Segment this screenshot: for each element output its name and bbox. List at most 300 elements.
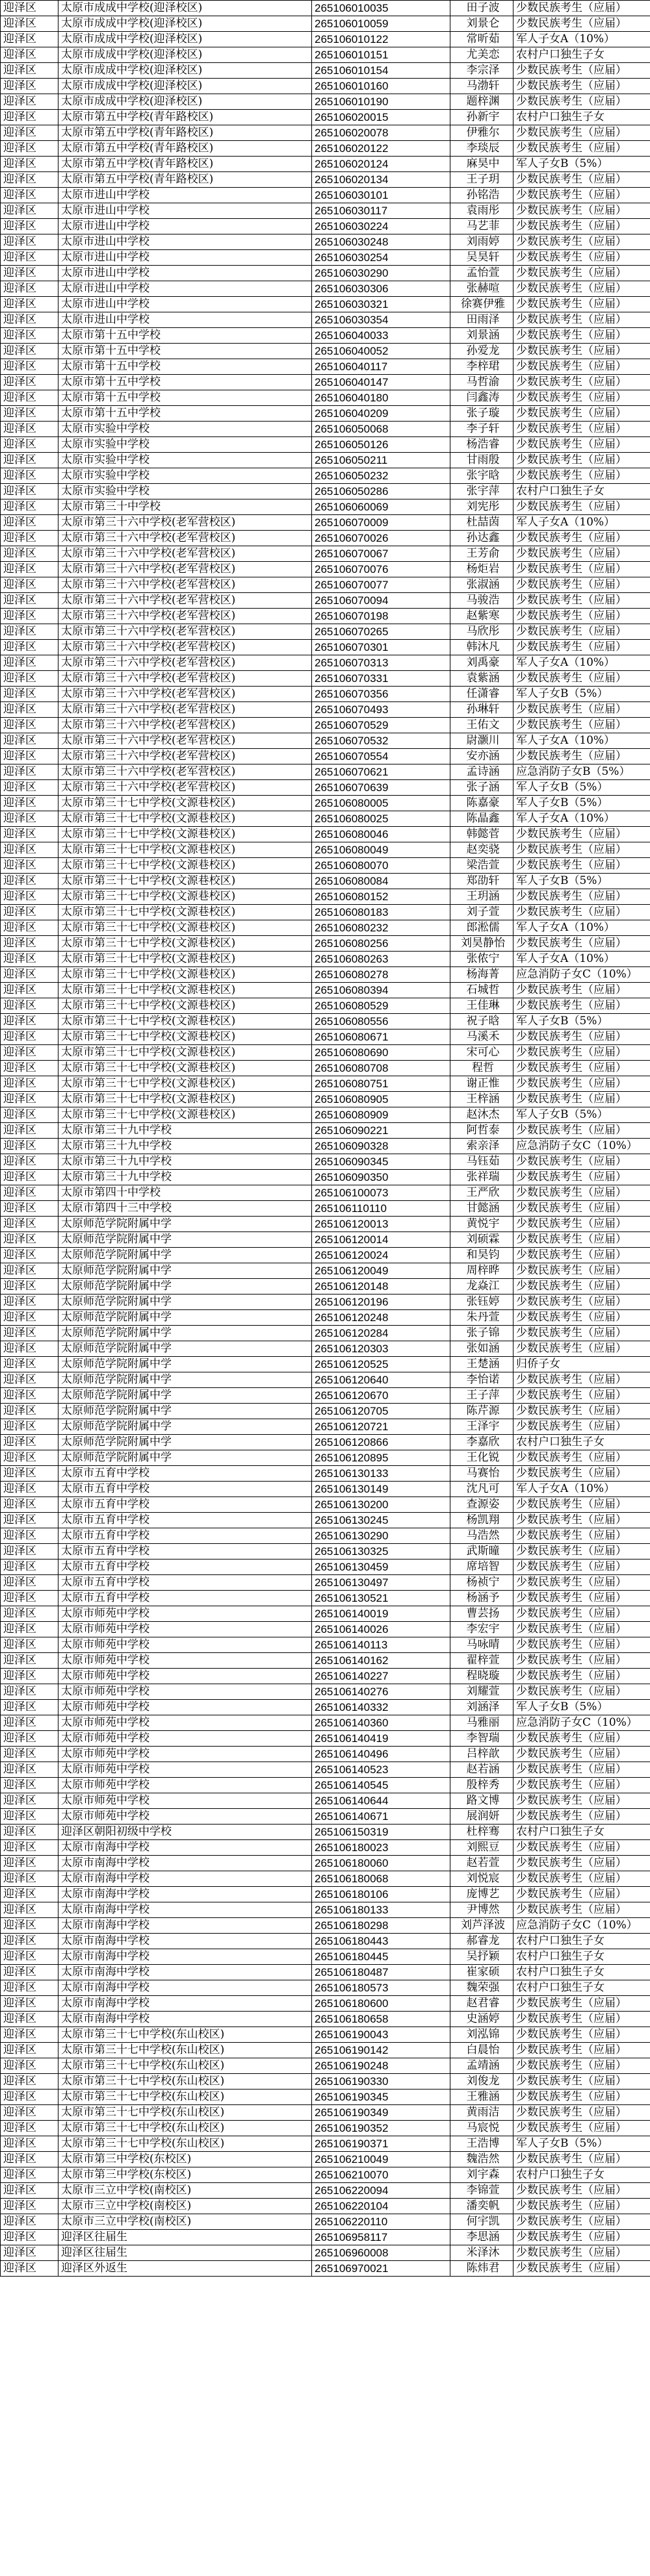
table-row [1, 1934, 650, 1949]
category-cell: 少数民族考生（应届） [514, 2199, 650, 2214]
student-name-cell: 杜喆茵 [450, 515, 514, 531]
school-cell: 太原市第三十七中学校(文源巷校区) [58, 1045, 312, 1061]
table-row [1, 1684, 650, 1700]
student-name-cell: 杨炬岩 [450, 562, 514, 577]
category-cell: 少数民族考生（应届） [514, 1185, 650, 1201]
school-cell: 太原市第三十七中学校(文源巷校区) [58, 1107, 312, 1123]
table-row [1, 499, 650, 515]
category-cell: 少数民族考生（应届） [514, 344, 650, 359]
exam-number-cell: 265106080256 [312, 936, 450, 952]
exam-number-cell: 265106120248 [312, 1310, 450, 1326]
category-cell: 少数民族考生（应届） [514, 2058, 650, 2074]
student-name-cell: 马钰茹 [450, 1154, 514, 1170]
student-name-cell: 刘子萱 [450, 905, 514, 920]
table-row [1, 281, 650, 297]
school-cell: 太原市五育中学校 [58, 1575, 312, 1591]
district-cell: 迎泽区 [1, 1372, 58, 1388]
district-cell: 迎泽区 [1, 936, 58, 952]
school-cell: 太原师范学院附属中学 [58, 1341, 312, 1357]
district-cell: 迎泽区 [1, 1497, 58, 1513]
district-cell: 迎泽区 [1, 1388, 58, 1404]
table-row [1, 1747, 650, 1762]
district-cell: 迎泽区 [1, 1435, 58, 1450]
exam-number-cell: 265106080046 [312, 827, 450, 842]
exam-number-cell: 265106120024 [312, 1248, 450, 1263]
student-name-cell: 刘耀萱 [450, 1684, 514, 1700]
student-name-cell: 宋可心 [450, 1045, 514, 1061]
student-name-cell: 李锦萱 [450, 2183, 514, 2199]
district-cell: 迎泽区 [1, 1591, 58, 1606]
exam-number-cell: 265106080005 [312, 796, 450, 811]
district-cell: 迎泽区 [1, 297, 58, 312]
table-row [1, 811, 650, 827]
exam-number-cell: 265106180023 [312, 1840, 450, 1856]
category-cell: 少数民族考生（应届） [514, 468, 650, 484]
table-row [1, 422, 650, 437]
table-row [1, 141, 650, 157]
category-cell: 少数民族考生（应届） [514, 1497, 650, 1513]
district-cell: 迎泽区 [1, 1045, 58, 1061]
student-name-cell: 赵若涵 [450, 1762, 514, 1778]
table-row [1, 858, 650, 874]
district-cell: 迎泽区 [1, 1528, 58, 1544]
student-name-cell: 陈晶鑫 [450, 811, 514, 827]
school-cell: 太原市第三十七中学校(东山校区) [58, 2074, 312, 2090]
category-cell: 少数民族考生（应届） [514, 2105, 650, 2121]
school-cell: 太原市五育中学校 [58, 1559, 312, 1575]
exam-number-cell: 265106180133 [312, 1902, 450, 1918]
category-cell: 少数民族考生（应届） [514, 1622, 650, 1637]
school-cell: 太原市第三十七中学校(东山校区) [58, 2058, 312, 2074]
table-row [1, 546, 650, 562]
school-cell: 太原市第三十七中学校(文源巷校区) [58, 1092, 312, 1107]
student-name-cell: 魏荣强 [450, 1980, 514, 1996]
exam-number-cell: 265106220094 [312, 2183, 450, 2199]
district-cell: 迎泽区 [1, 422, 58, 437]
category-cell: 少数民族考生（应届） [514, 328, 650, 344]
district-cell: 迎泽区 [1, 2152, 58, 2167]
district-cell: 迎泽区 [1, 1575, 58, 1591]
school-cell: 太原市南海中学校 [58, 1980, 312, 1996]
district-cell: 迎泽区 [1, 1887, 58, 1902]
exam-number-cell: 265106120148 [312, 1279, 450, 1294]
district-cell: 迎泽区 [1, 2043, 58, 2058]
student-name-cell: 王楚涵 [450, 1357, 514, 1372]
student-name-cell: 马宸悦 [450, 2121, 514, 2136]
exam-number-cell: 265106070301 [312, 640, 450, 655]
student-name-cell: 马赛怡 [450, 1466, 514, 1482]
district-cell: 迎泽区 [1, 1965, 58, 1980]
category-cell: 少数民族考生（应届） [514, 281, 650, 297]
student-name-cell: 杜梓骞 [450, 1825, 514, 1840]
exam-number-cell: 265106180487 [312, 1965, 450, 1980]
exam-number-cell: 265106080278 [312, 967, 450, 983]
exam-number-cell: 265106070077 [312, 577, 450, 593]
school-cell: 太原市进山中学校 [58, 281, 312, 297]
school-cell: 太原市五育中学校 [58, 1513, 312, 1528]
student-name-cell: 梁浩萱 [450, 858, 514, 874]
exam-number-cell: 265106130521 [312, 1591, 450, 1606]
student-name-cell: 马骏浩 [450, 593, 514, 609]
district-cell: 迎泽区 [1, 1263, 58, 1279]
table-row [1, 562, 650, 577]
student-name-cell: 刘景涵 [450, 328, 514, 344]
district-cell: 迎泽区 [1, 858, 58, 874]
student-name-cell: 田雨泽 [450, 312, 514, 328]
table-row [1, 796, 650, 811]
category-cell: 少数民族考生（应届） [514, 2012, 650, 2027]
district-cell: 迎泽区 [1, 796, 58, 811]
district-cell: 迎泽区 [1, 63, 58, 79]
table-row [1, 375, 650, 390]
table-row [1, 702, 650, 718]
exam-number-cell: 265106070639 [312, 780, 450, 796]
student-name-cell: 杨祯宁 [450, 1575, 514, 1591]
district-cell: 迎泽区 [1, 1, 58, 16]
table-row [1, 2136, 650, 2152]
exam-number-cell: 265106130200 [312, 1497, 450, 1513]
district-cell: 迎泽区 [1, 281, 58, 297]
school-cell: 太原师范学院附属中学 [58, 1248, 312, 1263]
district-cell: 迎泽区 [1, 1092, 58, 1107]
exam-number-cell: 265106140523 [312, 1762, 450, 1778]
category-cell: 少数民族考生（应届） [514, 1871, 650, 1887]
student-name-cell: 王佳琳 [450, 998, 514, 1014]
school-cell: 太原市五育中学校 [58, 1466, 312, 1482]
table-row [1, 1653, 650, 1669]
school-cell: 太原市第三十七中学校(东山校区) [58, 2043, 312, 2058]
category-cell: 少数民族考生（应届） [514, 1, 650, 16]
category-cell: 少数民族考生（应届） [514, 1217, 650, 1232]
school-cell: 太原市进山中学校 [58, 266, 312, 281]
school-cell: 太原市第十五中学校 [58, 328, 312, 344]
table-row [1, 328, 650, 344]
school-cell: 太原市师苑中学校 [58, 1715, 312, 1731]
exam-number-cell: 265106070621 [312, 764, 450, 780]
school-cell: 太原师范学院附属中学 [58, 1450, 312, 1466]
district-cell: 迎泽区 [1, 967, 58, 983]
district-cell: 迎泽区 [1, 328, 58, 344]
student-name-cell: 刘俊龙 [450, 2074, 514, 2090]
student-name-cell: 张祥瑞 [450, 1170, 514, 1185]
category-cell: 少数民族考生（应届） [514, 1123, 650, 1139]
category-cell: 少数民族考生（应届） [514, 1809, 650, 1825]
table-row [1, 1185, 650, 1201]
district-cell: 迎泽区 [1, 733, 58, 749]
district-cell: 迎泽区 [1, 2058, 58, 2074]
category-cell: 少数民族考生（应届） [514, 1294, 650, 1310]
exam-number-cell: 265106190043 [312, 2027, 450, 2043]
student-name-cell: 刘涵泽 [450, 1700, 514, 1715]
district-cell: 迎泽区 [1, 1466, 58, 1482]
district-cell: 迎泽区 [1, 609, 58, 624]
exam-number-cell: 265106020122 [312, 141, 450, 157]
exam-number-cell: 265106080152 [312, 889, 450, 905]
exam-number-cell: 265106140026 [312, 1622, 450, 1637]
category-cell: 少数民族考生（应届） [514, 422, 650, 437]
district-cell: 迎泽区 [1, 79, 58, 94]
category-cell: 军人子女A（10%） [514, 733, 650, 749]
category-cell: 少数民族考生（应届） [514, 1263, 650, 1279]
student-name-cell: 徐赛伊雅 [450, 297, 514, 312]
category-cell: 农村户口独生子女 [514, 1949, 650, 1965]
category-cell: 少数民族考生（应届） [514, 234, 650, 250]
student-name-cell: 甘懿涵 [450, 1201, 514, 1217]
category-cell: 少数民族考生（应届） [514, 2152, 650, 2167]
student-name-cell: 张赫喧 [450, 281, 514, 297]
student-name-cell: 石城哲 [450, 983, 514, 998]
category-cell: 少数民族考生（应届） [514, 2027, 650, 2043]
table-row [1, 1123, 650, 1139]
school-cell: 太原市南海中学校 [58, 1856, 312, 1871]
school-cell: 太原师范学院附属中学 [58, 1310, 312, 1326]
exam-number-cell: 265106100073 [312, 1185, 450, 1201]
district-cell: 迎泽区 [1, 640, 58, 655]
category-cell: 军人子女B（5%） [514, 2136, 650, 2152]
student-name-cell: 吕梓歆 [450, 1747, 514, 1762]
student-name-cell: 赵若萱 [450, 1856, 514, 1871]
district-cell: 迎泽区 [1, 2121, 58, 2136]
table-body [1, 1, 650, 2277]
district-cell: 迎泽区 [1, 1809, 58, 1825]
student-name-cell: 潘奕帆 [450, 2199, 514, 2214]
table-row [1, 1217, 650, 1232]
student-name-cell: 吴抒颖 [450, 1949, 514, 1965]
district-cell: 迎泽区 [1, 1934, 58, 1949]
category-cell: 农村户口独生子女 [514, 1825, 650, 1840]
student-name-cell: 杨海菁 [450, 967, 514, 983]
district-cell: 迎泽区 [1, 718, 58, 733]
school-cell: 太原市进山中学校 [58, 188, 312, 203]
school-cell: 太原市南海中学校 [58, 1887, 312, 1902]
category-cell: 少数民族考生（应届） [514, 63, 650, 79]
exam-number-cell: 265106120196 [312, 1294, 450, 1310]
table-row [1, 1497, 650, 1513]
category-cell: 少数民族考生（应届） [514, 1762, 650, 1778]
category-cell: 少数民族考生（应届） [514, 1404, 650, 1419]
district-cell: 迎泽区 [1, 188, 58, 203]
exam-number-cell: 265106130459 [312, 1559, 450, 1575]
student-name-cell: 陈炜君 [450, 2261, 514, 2277]
table-row [1, 1793, 650, 1809]
category-cell: 军人子女B（5%） [514, 157, 650, 172]
district-cell: 迎泽区 [1, 2199, 58, 2214]
district-cell: 迎泽区 [1, 2074, 58, 2090]
category-cell: 少数民族考生（应届） [514, 671, 650, 687]
student-name-cell: 武斯曈 [450, 1544, 514, 1559]
student-name-cell: 王佑文 [450, 718, 514, 733]
table-row [1, 453, 650, 468]
school-cell: 太原市第三十七中学校(东山校区) [58, 2090, 312, 2105]
table-row [1, 1513, 650, 1528]
exam-number-cell: 265106190330 [312, 2074, 450, 2090]
exam-number-cell: 265106140419 [312, 1731, 450, 1747]
school-cell: 太原市师苑中学校 [58, 1747, 312, 1762]
category-cell: 少数民族考生（应届） [514, 297, 650, 312]
category-cell: 应急消防子女B（5%） [514, 764, 650, 780]
category-cell: 少数民族考生（应届） [514, 1778, 650, 1793]
district-cell: 迎泽区 [1, 2090, 58, 2105]
table-row [1, 1482, 650, 1497]
category-cell: 少数民族考生（应届） [514, 827, 650, 842]
exam-number-cell: 265106120866 [312, 1435, 450, 1450]
school-cell: 迎泽区往届生 [58, 2230, 312, 2245]
school-cell: 太原市进山中学校 [58, 250, 312, 266]
school-cell: 太原市南海中学校 [58, 1871, 312, 1887]
district-cell: 迎泽区 [1, 1217, 58, 1232]
school-cell: 迎泽区朝阳初级中学校 [58, 1825, 312, 1840]
student-name-cell: 马艺菲 [450, 219, 514, 234]
district-cell: 迎泽区 [1, 1825, 58, 1840]
category-cell: 少数民族考生（应届） [514, 2214, 650, 2230]
table-row [1, 687, 650, 702]
exam-number-cell: 265106130133 [312, 1466, 450, 1482]
table-row [1, 1294, 650, 1310]
district-cell: 迎泽区 [1, 1482, 58, 1497]
school-cell: 太原市第三十六中学校(老军营校区) [58, 655, 312, 671]
district-cell: 迎泽区 [1, 1450, 58, 1466]
exam-number-cell: 265106110110 [312, 1201, 450, 1217]
district-cell: 迎泽区 [1, 1684, 58, 1700]
district-cell: 迎泽区 [1, 1762, 58, 1778]
district-cell: 迎泽区 [1, 764, 58, 780]
district-cell: 迎泽区 [1, 1949, 58, 1965]
student-name-cell: 翟梓萱 [450, 1653, 514, 1669]
exam-number-cell: 265106120640 [312, 1372, 450, 1388]
exam-number-cell: 265106040147 [312, 375, 450, 390]
table-row [1, 1092, 650, 1107]
exam-number-cell: 265106040180 [312, 390, 450, 406]
school-cell: 太原市第三十七中学校(文源巷校区) [58, 905, 312, 920]
exam-number-cell: 265106180445 [312, 1949, 450, 1965]
school-cell: 太原市师苑中学校 [58, 1669, 312, 1684]
table-row [1, 32, 650, 47]
district-cell: 迎泽区 [1, 920, 58, 936]
exam-number-cell: 265106190349 [312, 2105, 450, 2121]
table-row [1, 250, 650, 266]
district-cell: 迎泽区 [1, 1170, 58, 1185]
student-name-cell: 阿哲泰 [450, 1123, 514, 1139]
table-row [1, 1450, 650, 1466]
category-cell: 少数民族考生（应届） [514, 562, 650, 577]
district-cell: 迎泽区 [1, 1840, 58, 1856]
category-cell: 少数民族考生（应届） [514, 1092, 650, 1107]
table-row [1, 1279, 650, 1294]
category-cell: 农村户口独生子女 [514, 484, 650, 499]
table-row [1, 2090, 650, 2105]
exam-number-cell: 265106140360 [312, 1715, 450, 1731]
category-cell: 少数民族考生（应届） [514, 375, 650, 390]
district-cell: 迎泽区 [1, 593, 58, 609]
exam-number-cell: 265106140113 [312, 1637, 450, 1653]
exam-number-cell: 265106180600 [312, 1996, 450, 2012]
student-name-cell: 刘禹豪 [450, 655, 514, 671]
category-cell: 少数民族考生（应届） [514, 1653, 650, 1669]
student-name-cell: 伊雅尔 [450, 125, 514, 141]
school-cell: 太原市第三十六中学校(老军营校区) [58, 718, 312, 733]
category-cell: 少数民族考生（应届） [514, 1419, 650, 1435]
category-cell: 少数民族考生（应届） [514, 1061, 650, 1076]
exam-number-cell: 265106080263 [312, 952, 450, 967]
student-name-cell: 刘熙豆 [450, 1840, 514, 1856]
category-cell: 少数民族考生（应届） [514, 1232, 650, 1248]
exam-number-cell: 265106180443 [312, 1934, 450, 1949]
category-cell: 少数民族考生（应届） [514, 936, 650, 952]
table-row [1, 1918, 650, 1934]
table-row [1, 203, 650, 219]
exam-number-cell: 265106090328 [312, 1139, 450, 1154]
student-name-cell: 崔家硕 [450, 1965, 514, 1980]
table-row [1, 1559, 650, 1575]
school-cell: 太原师范学院附属中学 [58, 1419, 312, 1435]
district-cell: 迎泽区 [1, 1029, 58, 1045]
exam-number-cell: 265106030321 [312, 297, 450, 312]
school-cell: 太原市第五中学校(青年路校区) [58, 125, 312, 141]
school-cell: 太原市第三十六中学校(老军营校区) [58, 687, 312, 702]
school-cell: 太原市第三中学校(东校区) [58, 2152, 312, 2167]
district-cell: 迎泽区 [1, 1139, 58, 1154]
table-row [1, 297, 650, 312]
table-row [1, 1606, 650, 1622]
school-cell: 太原市第十五中学校 [58, 375, 312, 390]
table-row [1, 827, 650, 842]
student-name-cell: 刘宇森 [450, 2167, 514, 2183]
table-row [1, 1871, 650, 1887]
district-cell: 迎泽区 [1, 157, 58, 172]
exam-number-cell: 265106180658 [312, 2012, 450, 2027]
table-row [1, 2214, 650, 2230]
district-cell: 迎泽区 [1, 1637, 58, 1653]
student-name-cell: 常昕茹 [450, 32, 514, 47]
table-row [1, 1170, 650, 1185]
district-cell: 迎泽区 [1, 32, 58, 47]
table-row [1, 1622, 650, 1637]
category-cell: 少数民族考生（应届） [514, 1637, 650, 1653]
district-cell: 迎泽区 [1, 1559, 58, 1575]
category-cell: 少数民族考生（应届） [514, 1076, 650, 1092]
student-name-cell: 马咏晴 [450, 1637, 514, 1653]
exam-number-cell: 265106080232 [312, 920, 450, 936]
table-row [1, 624, 650, 640]
category-cell: 少数民族考生（应届） [514, 406, 650, 422]
exam-number-cell: 265106040052 [312, 344, 450, 359]
student-name-cell: 李梓珺 [450, 359, 514, 375]
exam-number-cell: 265106130497 [312, 1575, 450, 1591]
district-cell: 迎泽区 [1, 983, 58, 998]
school-cell: 太原市第三十六中学校(老军营校区) [58, 702, 312, 718]
exam-number-cell: 265106080025 [312, 811, 450, 827]
district-cell: 迎泽区 [1, 531, 58, 546]
school-cell: 太原市第三十六中学校(老军营校区) [58, 577, 312, 593]
table-row [1, 1014, 650, 1029]
district-cell: 迎泽区 [1, 2183, 58, 2199]
school-cell: 太原市五育中学校 [58, 1544, 312, 1559]
district-cell: 迎泽区 [1, 1902, 58, 1918]
exam-number-cell: 265106090221 [312, 1123, 450, 1139]
category-cell: 军人子女B（5%） [514, 1700, 650, 1715]
exam-number-cell: 265106130325 [312, 1544, 450, 1559]
exam-number-cell: 265106180573 [312, 1980, 450, 1996]
exam-number-cell: 265106120014 [312, 1232, 450, 1248]
table-row [1, 1263, 650, 1279]
student-name-cell: 李子轩 [450, 422, 514, 437]
table-row [1, 2043, 650, 2058]
table-row [1, 1201, 650, 1217]
district-cell: 迎泽区 [1, 406, 58, 422]
exam-number-cell: 265106080394 [312, 983, 450, 998]
table-row [1, 2183, 650, 2199]
category-cell: 军人子女A（10%） [514, 655, 650, 671]
